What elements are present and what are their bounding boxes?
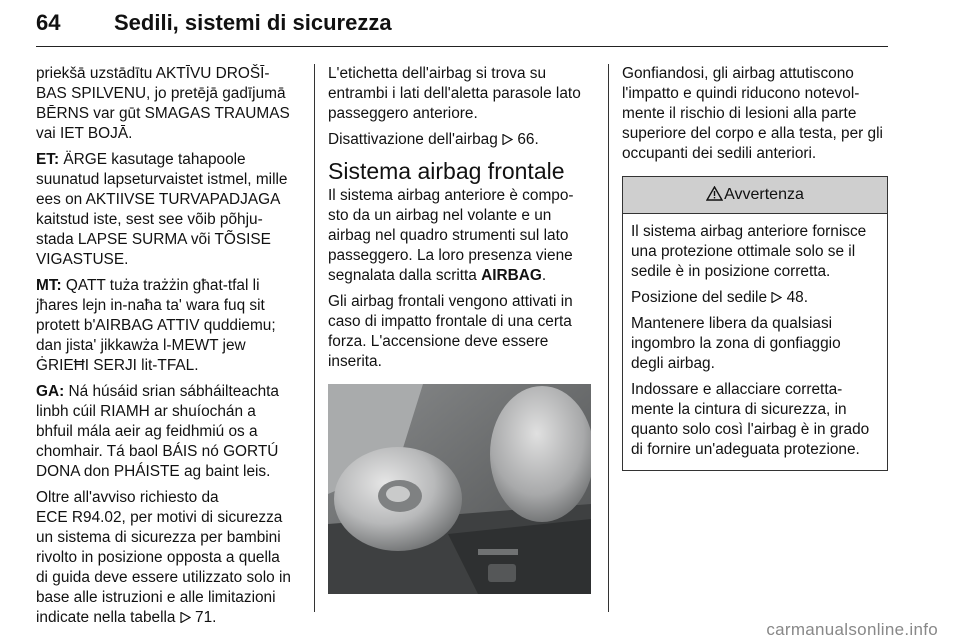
section-heading: Sistema airbag frontale [328,158,565,184]
paragraph-ga [36,382,298,482]
paragraph-mt [36,276,298,376]
page-reference-arrow-icon [771,292,782,303]
airbag-deployment-photo [328,384,591,594]
text-line: passeggero. La loro presenza viene [328,247,573,264]
text-line: mente la cintura di sicurezza, in [631,401,847,418]
text-line: protett b'AIRBAG ATTIV quddiemu; [36,317,276,334]
text-line: ĠRIEĦI SERJI lit-TFAL. [36,357,199,374]
text-line: superiore del corpo e alla testa, per gli [622,125,883,142]
column-2 [328,64,594,594]
text-line: Ná húsáid srian sábháilteachta [64,383,279,400]
text-line: DONA don PHÁISTE ag baint leis. [36,463,271,480]
page-reference-link[interactable]: 71. [195,609,217,626]
warning-paragraph [631,380,879,460]
page-reference-arrow-icon [502,134,513,145]
paragraph-activation [328,292,594,372]
text-line: airbag nel quadro strumenti sul lato [328,227,569,244]
watermark: carmanualsonline.info [766,620,938,639]
text-line: segnalata dalla scritta [328,267,482,284]
text-line: L'etichetta dell'airbag si trova su [328,65,547,82]
text-line: Gonfiandosi, gli airbag attutiscono [622,65,854,82]
page-header [36,6,888,47]
column-divider [314,64,315,612]
page-number: 64 [36,10,61,35]
text-line: rivolto in posizione opposta a quella [36,549,280,566]
text-line: inserita. [328,353,382,370]
text-line: Gli airbag frontali vengono attivati in [328,293,573,310]
text-line: Indossare e allacciare corretta- [631,381,843,398]
page-reference-link[interactable]: 66. [517,131,539,148]
text-line: ees on AKTIIVSE TURVAPADJAGA [36,191,281,208]
text-line: dan jista' jikkawża l-MEWT jew [36,337,246,354]
text-line: ÄRGE kasutage tahapoole [59,151,246,168]
text-line: chomhair. Tá baol BÁIS nó GORTÚ [36,443,279,460]
text-line: Posizione del sedile [631,289,772,306]
text-line: indicate nella tabella [36,609,180,626]
section-title: Sedili, sistemi di sicurezza [114,10,392,35]
text-line: base alle istruzioni e alle limitazioni [36,589,276,606]
text-line: quanto solo così l'airbag è in grado [631,421,870,438]
text-line: ECE R94.02, per motivi di sicurezza [36,509,283,526]
text-line: di guida deve essere utilizzato solo in [36,569,291,586]
text-line: degli airbag. [631,355,715,372]
text-line: Oltre all'avviso richiesto da [36,489,219,506]
warning-paragraph [631,314,879,374]
text-line: suunatud lapseturvaistet istmel, mille [36,171,288,188]
text-line: caso di impatto frontale di una certa [328,313,572,330]
text-line: jħares lejn in-naħa ta' wara fuq sit [36,297,265,314]
text-line: vai IET BOJĀ. [36,125,133,142]
text-line: stada LAPSE SURMA või TÕSISE [36,231,271,248]
lang-label-et: ET: [36,151,60,168]
warning-body [623,214,887,470]
airbag-label: AIRBAG [481,267,542,284]
paragraph-lv [36,64,298,144]
text-line: sto da un airbag nel volante e un [328,207,552,224]
text-line: linbh cúil RIAMH ar shuíochán a [36,403,256,420]
warning-triangle-icon [706,186,723,201]
warning-paragraph [631,222,879,282]
text-line: kaitstud iste, sest see võib põhju- [36,211,263,228]
text-line: Il sistema airbag anteriore è compo- [328,187,574,204]
lang-label-mt: MT: [36,277,62,294]
text-line: mente il rischio di lesioni alla parte [622,105,857,122]
text-line: Mantenere libera da qualsiasi [631,315,833,332]
text-line: Il sistema airbag anteriore fornisce [631,223,867,240]
text-line: passeggero anteriore. [328,105,478,122]
text-line: entrambi i lati dell'aletta parasole lato [328,85,581,102]
text-line: occupanti dei sedili anteriori. [622,145,817,162]
paragraph-ece-note [36,488,298,628]
warning-paragraph [631,288,879,308]
text-line: bhfuil mála aeir ag feidhmiú os a [36,423,258,440]
paragraph-system-description [328,186,594,286]
paragraph-et [36,150,298,270]
page-reference-arrow-icon [180,612,191,623]
paragraph-label-location [328,64,594,124]
text-line: di fornire un'adeguata protezione. [631,441,860,458]
text-line: ingombro la zona di gonfiaggio [631,335,841,352]
text-line: BAS SPILVENU, jo pretējā gadījumā [36,85,286,102]
airbag-illustration [328,384,591,594]
text-line: sedile è in posizione corretta. [631,263,831,280]
text-line: VIGASTUSE. [36,251,129,268]
text-line: . [541,267,547,284]
lang-label-ga: GA: [36,383,65,400]
warning-header [623,177,887,214]
paragraph-effect [622,64,888,164]
text-line: priekšā uzstādītu AKTĪVU DROŠĪ- [36,65,270,82]
text-line: BĒRNS var gūt SMAGAS TRAUMAS [36,105,290,122]
column-divider [608,64,609,612]
text-line: l'impatto e quindi riducono notevol- [622,85,860,102]
text-line: forza. L'accensione deve essere [328,333,549,350]
text-line: Disattivazione dell'airbag [328,131,503,148]
warning-box [622,176,888,471]
page-reference-link[interactable]: 48. [786,289,808,306]
text-line: una protezione ottimale solo se il [631,243,856,260]
warning-title: Avvertenza [724,186,804,203]
text-line: un sistema di sicurezza per bambini [36,529,281,546]
column-1 [36,64,298,634]
column-3 [622,64,888,471]
paragraph-deactivation-ref [328,130,594,150]
text-line: QATT tuża trażżin għat-tfal li [61,277,260,294]
